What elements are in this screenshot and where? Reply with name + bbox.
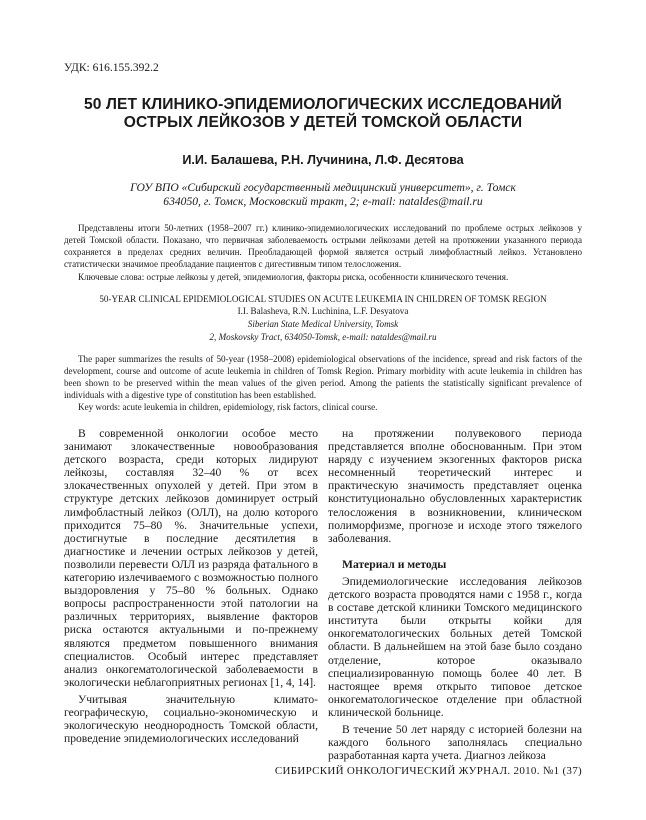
paragraph-methods: Эпидемиологические исследования лейкозов детского возраста проводятся нами с 1958 г., когда в составе детской клиники Томского медицинского института были открыты койки для онкогематологических больных детей Томской области. В дальнейшем на этой базе было создано отделение, которое оказывало специализированную помощь более 40 лет. В настоящее время открыто типовое детское онкогематологическое отделение при областной клинической больнице. (328, 574, 582, 719)
abstract-ru (64, 222, 582, 270)
udk-code: УДК: 616.155.392.2 (64, 62, 159, 74)
keywords-en: Key words: acute leukemia in children, epidemiology, risk factors, clinical course. (78, 402, 378, 412)
paragraph-continuation: на протяжении полувекового периода представляется вполне обоснованным. При этом наряду с изучением экзогенных факторов риска несомненный теоретический интерес и практическую значимость представляет оценка конституционально обусловленных характеристик телосложения в возникновении, клиническом полиморфизме, прогнозе и исходе этого тяжелого заболевания. (328, 427, 582, 545)
section-title-methods: Материал и методы (342, 557, 447, 571)
authors: И.И. Балашева, Р.Н. Лучинина, Л.Ф. Десятова (182, 153, 464, 167)
affiliation-line-2: 634050, г. Томск, Московский тракт, 2; e-mail: nataldes@mail.ru (163, 195, 483, 208)
abstract-ru-text: Представлены итоги 50-летних (1958–2007 гг.) клинико-эпидемиологических исследований по проблеме острых лейкозов у детей Томской области. Показано, что первичная заболеваемость острыми лейкозами детей на протяжении указанного периода сохраняется в пределах средних величин. Преобладающей формой является острый лимфобластный лейкоз. Установлено статистически значимое преобладание пациентов с дигестивным типом телосложения. (64, 223, 582, 269)
abstract-en-text: The paper summarizes the results of 50-year (1958–2008) epidemiological observations of the incidence, spread and risk factors of the development, course and outcome of acute leukemia in children of Tomsk Region. Primary morbidity with acute leukemia in children has been shown to be preserved within the mean values of the given period. Among the patients the statistically significant prevalence of individuals with a digestive type of constitution has been established. (64, 354, 582, 400)
title-line-1: 50 ЛЕТ КЛИНИКО-ЭПИДЕМИОЛОГИЧЕСКИХ ИССЛЕДОВАНИЙ (84, 96, 562, 113)
article-title (30, 96, 616, 132)
english-title: 50-YEAR CLINICAL EPIDEMIOLOGICAL STUDIES ON ACUTE LEUKEMIA IN CHILDREN OF TOMSK REGION (99, 294, 547, 304)
paragraph-intro: В современной онкологии особое место занимают злокачественные новообразования детского возраста, среди которых лидируют лейкозы, составляя 32–40 % от всех злокачественных опухолей у детей. При этом в структуре детских лейкозов доминирует острый лимфобластный лейкоз (ОЛЛ), на долю которого приходится 75–80 %. Значительные успехи, достигнутые в последние десятилетия в диагностике и лечении острых лейкозов у детей, позволили перевести ОЛЛ из разряда фатального в категорию излечиваемого с возможностью полного выздоровления у 75–80 % больных. Однако вопросы распространенности этой патологии на различных территориях, выявление факторов риска остаются актуальными и по-прежнему являются предметом повышенного внимания специалистов. Особый интерес представляет анализ онкогематологической заболеваемости в экологически неблагоприятных регионах [1, 4, 14]. (64, 427, 318, 689)
abstract-en (64, 353, 582, 401)
title-line-2: ОСТРЫХ ЛЕЙКОЗОВ У ДЕТЕЙ ТОМСКОЙ ОБЛАСТИ (123, 114, 523, 131)
english-address: 2, Moskovsky Tract, 634050-Tomsk, e-mail: nataldes@mail.ru (209, 332, 437, 342)
english-authors: I.I. Balasheva, R.N. Luchinina, L.F. Desyatova (237, 306, 409, 316)
english-organization: Siberian State Medical University, Tomsk (247, 319, 399, 329)
affiliation-line-1: ГОУ ВПО «Сибирский государственный медицинский университет», г. Томск (130, 181, 516, 194)
paragraph-record-card: В течение 50 лет наряду с историей болезни на каждого больного заполнялась специально разработанная карта учета. Диагноз лейкоза (328, 722, 582, 763)
paragraph-climate: Учитывая значительную климато-географическую, социально-экономическую и экологическую неоднородность Томской области, проведение эпидемиологических исследований (64, 692, 318, 746)
journal-footer: СИБИРСКИЙ ОНКОЛОГИЧЕСКИЙ ЖУРНАЛ. 2010. №1 (37) (274, 765, 582, 777)
body-column-left (64, 427, 318, 745)
affiliation (110, 181, 536, 209)
keywords-ru: Ключевые слова: острые лейкозы у детей, эпидемиология, факторы риска, особенности клинического течения. (78, 272, 509, 282)
body-column-right (328, 427, 582, 762)
